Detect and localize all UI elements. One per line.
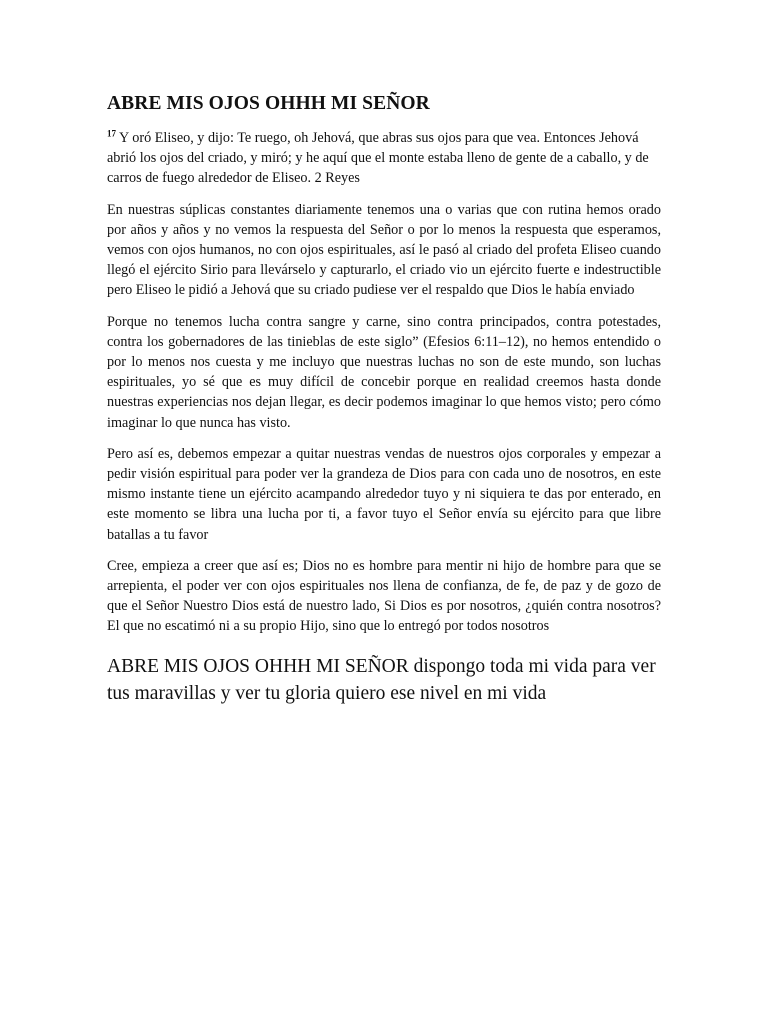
verse-number: 17 (107, 128, 116, 139)
paragraph-3: Pero así es, debemos empezar a quitar nuestras vendas de nuestros ojos corporales y empezar a pedir visión espiritual para poder ver la grandeza de Dios para con cada uno de nosotros, en este mismo instante tiene un ejército acampando alrededor tuyo y ni siquiera te das por enterado, en este momento se libra una lucha por ti, a favor tuyo el Señor envía su ejército para que libre batallas a tu favor (107, 445, 661, 543)
paragraph-1: En nuestras súplicas constantes diariamente tenemos una o varias que con rutina hemos orado por años y años y no vemos la respuesta del Señor o por lo menos la respuesta que esperamos, vemos con ojos humanos, no con ojos espirituales, así le pasó al criado del profeta Eliseo cuando llegó el ejército Sirio para llevárselo y capturarlo, el criado vio un ejército fuerte e indestructible pero Eliseo le pidió a Jehová que su criado pudiese ver el respaldo que Dios le había enviado (107, 201, 661, 299)
document-title: ABRE MIS OJOS OHHH MI SEÑOR (107, 93, 430, 114)
paragraph-2: Porque no tenemos lucha contra sangre y carne, sino contra principados, contra potestades, contra los gobernadores de las tinieblas de este siglo” (Efesios 6:11–12), no hemos entendido o por lo menos nos cuesta y me incluyo que nuestras luchas no son de este mundo, son luchas espirituales, yo sé que es muy difícil de concebir porque en realidad creemos hasta donde nuestras experiencias nos dejan llegar, es decir podemos imaginar lo que hemos visto; pero cómo imaginar lo que nunca has visto. (107, 313, 661, 431)
verse-text: Y oró Eliseo, y dijo: Te ruego, oh Jehová, que abras sus ojos para que vea. Entonces Jehová abrió los ojos del criado, y miró; y he aquí que el monte estaba lleno de gente de a caballo, y de carros de fuego alrededor de Eliseo. 2 Reyes (107, 130, 649, 187)
verse-paragraph (107, 128, 661, 189)
paragraph-4: Cree, empieza a creer que así es; Dios no es hombre para mentir ni hijo de hombre para que se arrepienta, el poder ver con ojos espirituales nos llena de confianza, de fe, de paz y de gozo de que el Señor Nuestro Dios está de nuestro lado, Si Dios es por nosotros, ¿quién contra nosotros? El que no escatimó ni a su propio Hijo, sino que lo entregó por todos nosotros (107, 557, 661, 635)
closing-statement: ABRE MIS OJOS OHHH MI SEÑOR dispongo toda mi vida para ver tus maravillas y ver tu gloria quiero ese nivel en mi vida (107, 655, 656, 704)
document-page (107, 92, 661, 707)
